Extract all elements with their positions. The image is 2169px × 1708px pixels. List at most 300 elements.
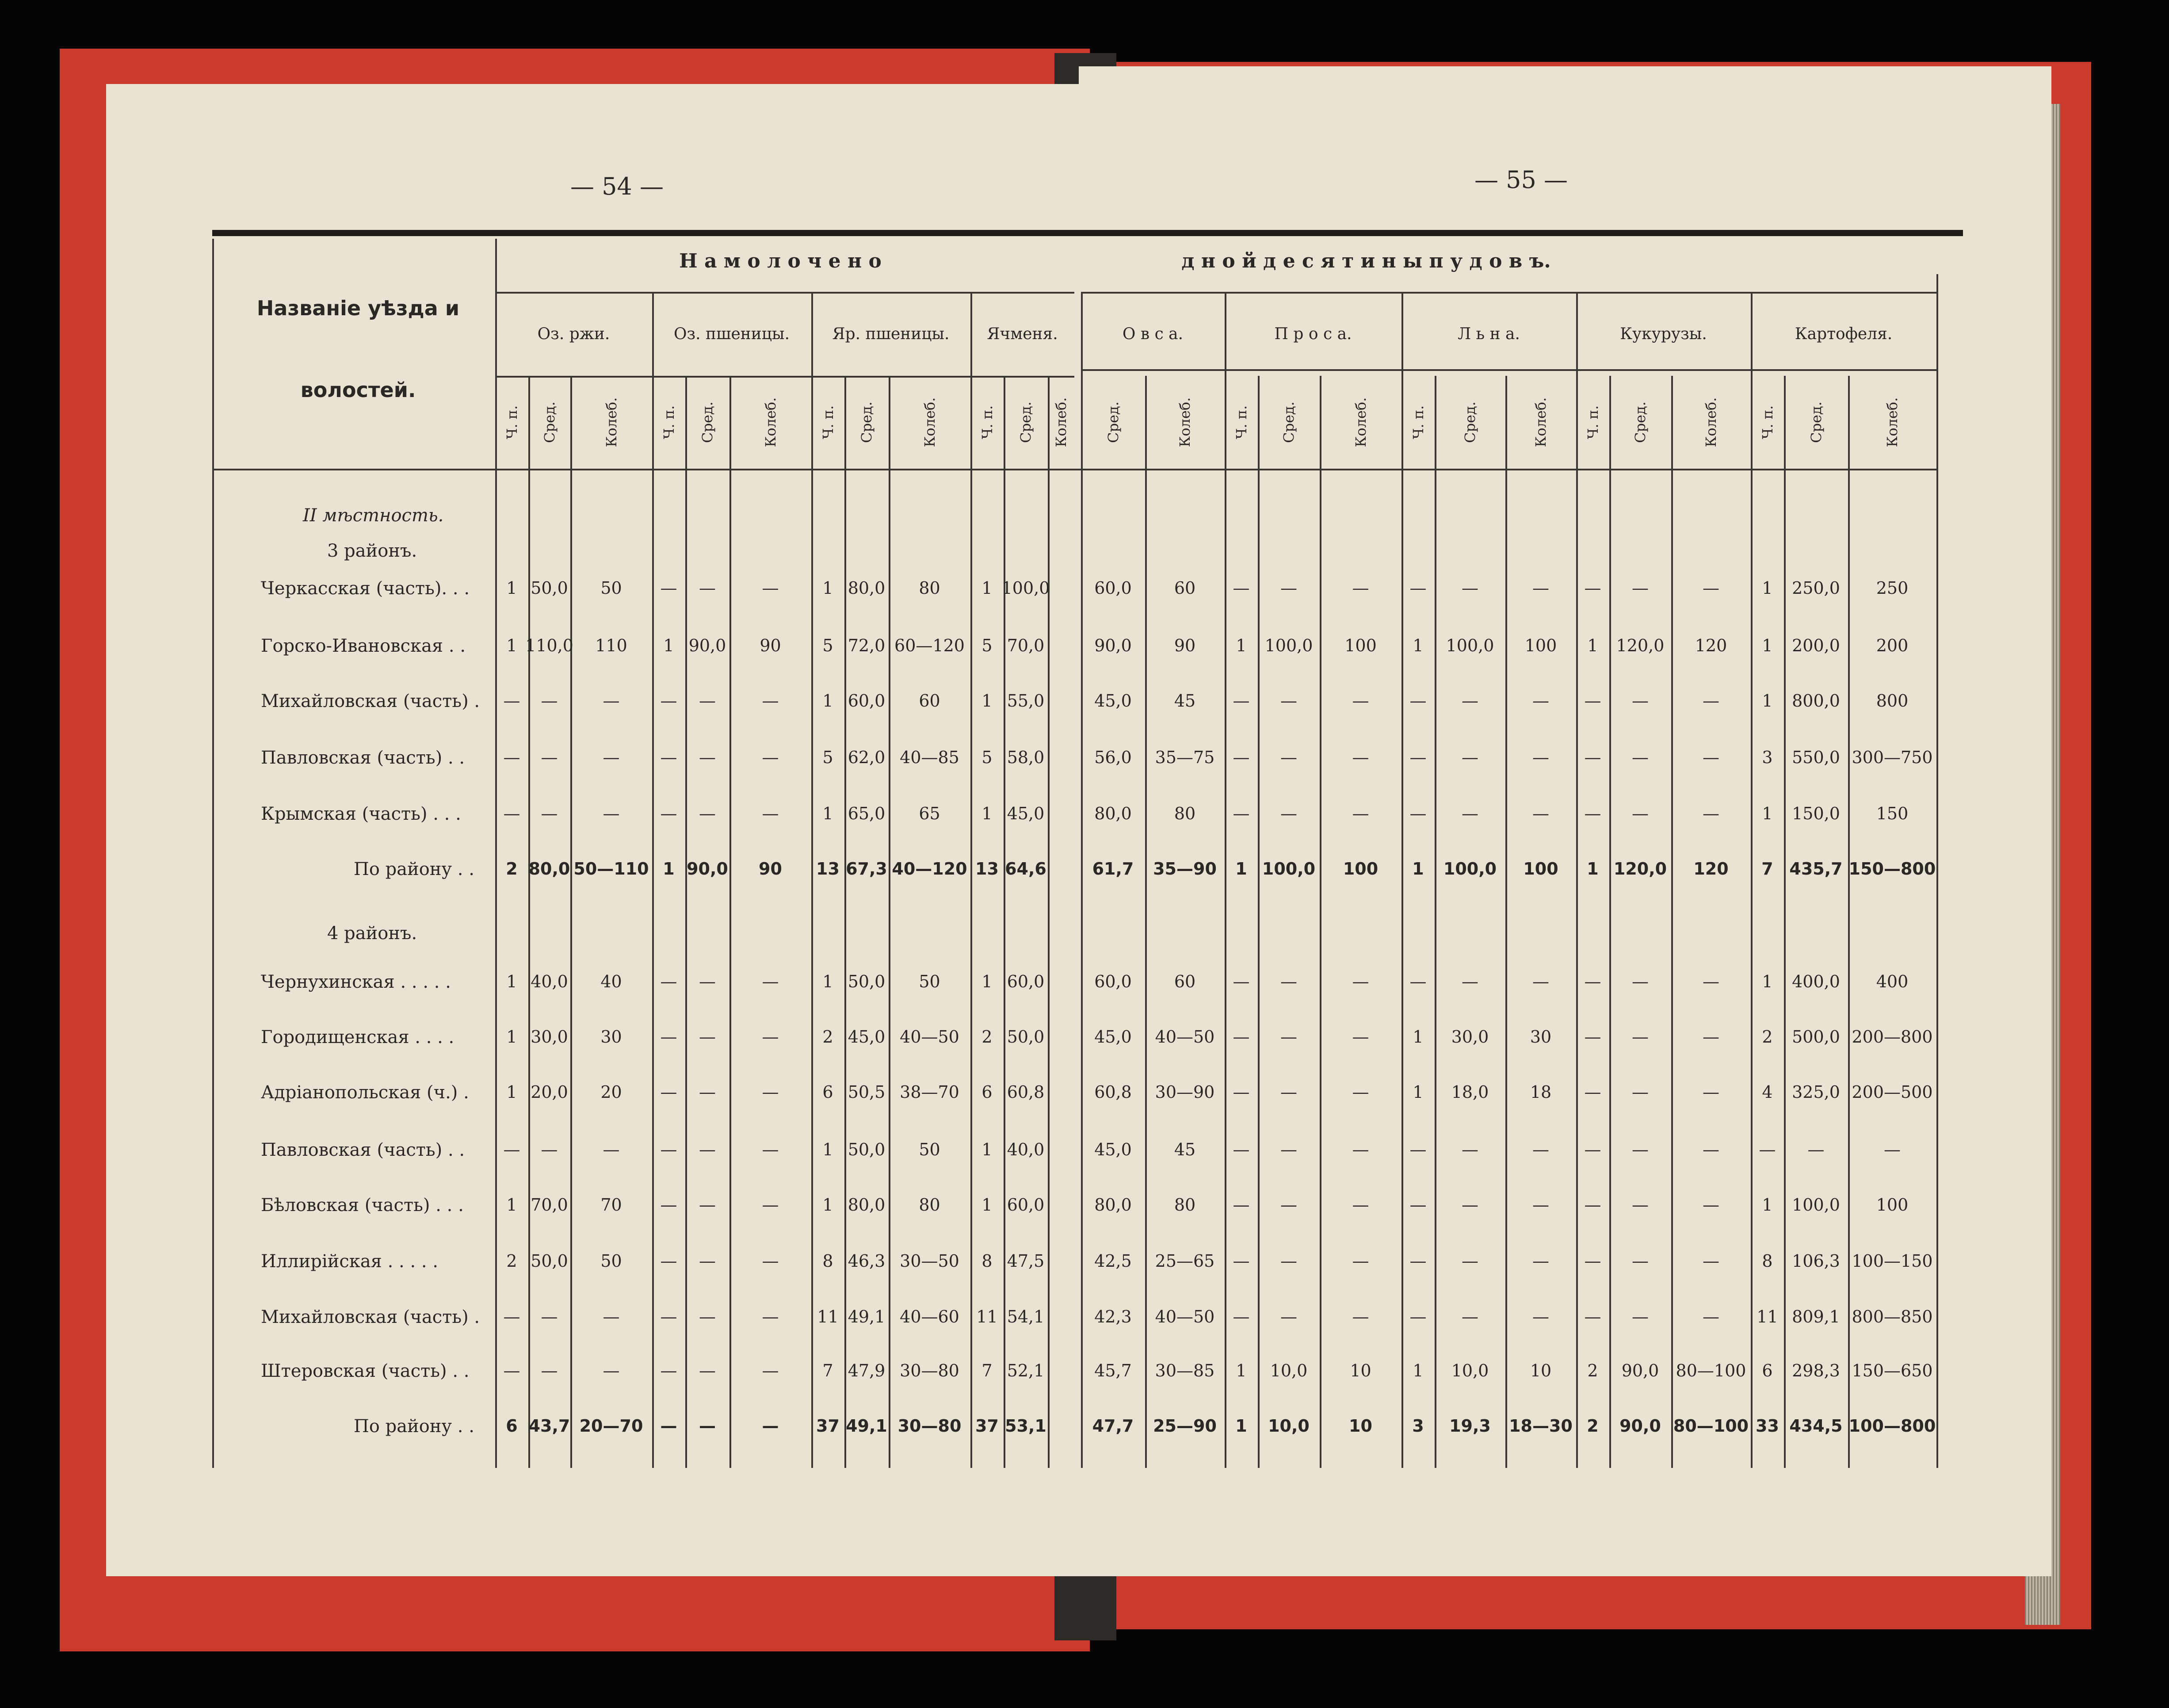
sub-column-header: Сред. [1807,401,1825,443]
table-cell: 400 [1876,972,1909,991]
table-cell: 45,0 [1094,1027,1132,1047]
table-cell: 1 [1413,1082,1424,1102]
table-cell: — [503,1361,520,1380]
table-cell: 1 [1762,1195,1773,1215]
table-cell: 45,0 [1007,804,1045,823]
table-cell: — [660,1307,677,1326]
table-cell: — [1632,1195,1649,1215]
sub-column-divider [844,376,846,1468]
crop-group-divider [1401,292,1403,1468]
table-cell: — [1532,748,1549,767]
table-cell: 90 [759,859,782,879]
table-cell: — [660,972,677,991]
table-cell: 80,0 [1094,804,1132,823]
table-cell: 8 [822,1251,833,1271]
table-cell: 50 [600,1251,622,1271]
table-cell: 550,0 [1792,748,1840,767]
table-cell: — [541,1361,558,1380]
crop-row-rule-left [495,292,1074,294]
table-cell: — [1462,1307,1478,1326]
table-cell: 250,0 [1792,578,1840,598]
sub-column-header: Колеб. [1176,397,1193,447]
district-total-label: По району . . [354,859,474,879]
table-cell: 1 [981,691,993,711]
table-cell: 50,0 [531,578,568,598]
crop-header: П р о с а. [1274,325,1352,343]
table-cell: 60,0 [848,691,886,711]
table-cell: 65,0 [848,804,886,823]
crop-header: Картофеля. [1795,325,1893,343]
table-cell: 1 [506,578,517,598]
header-bottom-rule [212,469,1936,470]
table-cell: 20—70 [579,1416,643,1436]
table-cell: — [1233,578,1250,598]
table-cell: 35—75 [1155,748,1215,767]
table-cell: 200,0 [1792,636,1840,655]
sub-column-header: Колеб. [1703,397,1719,447]
table-cell: 1 [822,804,833,823]
table-cell: 80 [1174,804,1196,823]
table-cell: — [762,1361,779,1380]
table-cell: — [699,1307,716,1326]
table-cell: — [1462,1195,1478,1215]
table-cell: — [762,1195,779,1215]
table-cell: 90,0 [687,859,728,879]
table-cell: 2 [1587,1416,1599,1436]
table-cell: — [541,1140,558,1159]
table-cell: 100 [1876,1195,1909,1215]
table-cell: 90,0 [1619,1416,1661,1436]
volost-name: Черкасская (часть). . . [261,578,470,599]
table-cell: 20,0 [531,1082,568,1102]
table-cell: 40—60 [900,1307,959,1326]
table-cell: 1 [1413,636,1424,655]
table-cell: 4 [1762,1082,1773,1102]
table-cell: 30—80 [897,1416,962,1436]
table-cell: 60,0 [1094,578,1132,598]
table-cell: 6 [981,1082,993,1102]
table-cell: 1 [1236,1361,1247,1380]
table-cell: 80 [919,1195,940,1215]
table-cell: — [503,748,520,767]
sub-column-divider [1671,376,1673,1468]
table-cell: — [762,578,779,598]
sub-column-divider [1848,376,1850,1468]
table-cell: — [1233,1307,1250,1326]
table-cell: 435,7 [1789,859,1843,879]
top-rule [212,230,1963,236]
table-cell: — [699,578,716,598]
table-cell: 50 [919,972,940,991]
table-cell: — [1352,1307,1369,1326]
sub-column-header: Колеб. [921,397,938,447]
table-cell: 100,0 [1792,1195,1840,1215]
volost-name: Иллирійская . . . . . [261,1251,439,1272]
table-cell: 100,0 [1001,578,1050,598]
table-cell: 11 [976,1307,998,1326]
volost-name: Чернухинская . . . . . [261,972,451,992]
table-cell: — [1584,1082,1601,1102]
table-cell: 1 [1762,578,1773,598]
table-cell: 100—150 [1852,1251,1933,1271]
table-cell: 800—850 [1852,1307,1933,1326]
table-cell: — [1409,972,1427,991]
table-cell: — [699,1027,716,1047]
table-cell: 1 [506,636,517,655]
sub-column-header: Колеб. [603,397,620,447]
table-cell: — [603,804,620,823]
table-cell: — [1584,578,1601,598]
table-cell: — [1462,748,1478,767]
table-cell: 18—30 [1509,1416,1573,1436]
table-cell: 7 [981,1361,993,1380]
table-cell: — [1584,691,1601,711]
crop-header: Яр. пшеницы. [832,325,950,343]
section-place: II мѣстность. [303,505,444,526]
table-cell: 80,0 [528,859,570,879]
table-cell: 200 [1876,636,1909,655]
table-cell: 60,0 [1007,1195,1045,1215]
table-cell: — [1233,972,1250,991]
table-cell: 46,3 [848,1251,886,1271]
table-cell: 50 [600,578,622,598]
table-cell: — [1703,1195,1719,1215]
table-cell: — [1532,691,1549,711]
table-cell: — [1632,972,1649,991]
table-cell: 7 [1761,859,1773,879]
sub-column-header: Сред. [1017,401,1034,443]
table-cell: 100,0 [1264,636,1313,655]
table-cell: 120 [1695,636,1727,655]
table-cell: 40—50 [1155,1027,1215,1047]
table-cell: 60,0 [1007,972,1045,991]
table-cell: 40,0 [531,972,568,991]
table-cell: — [1462,972,1478,991]
table-cell: 1 [822,691,833,711]
sub-column-divider [1320,376,1321,1468]
table-cell: — [699,1195,716,1215]
table-cell: 19,3 [1449,1416,1491,1436]
table-cell: — [603,691,620,711]
table-cell: — [1632,804,1649,823]
table-cell: 100—800 [1848,1416,1936,1436]
volost-name: Штеровская (часть) . . [261,1361,470,1381]
table-cell: 49,1 [846,1416,887,1436]
sub-column-header: Колеб. [1053,397,1069,447]
table-cell: 50,0 [848,972,886,991]
table-cell: 90 [760,636,781,655]
table-cell: — [603,1307,620,1326]
table-cell: — [1352,748,1369,767]
table-cell: — [541,691,558,711]
table-cell: — [1632,1251,1649,1271]
table-cell: 18 [1530,1082,1552,1102]
table-cell: 25—90 [1153,1416,1217,1436]
table-cell: — [1409,748,1427,767]
table-cell: 67,3 [846,859,887,879]
page-number-left: — 54 — [570,172,664,200]
table-cell: — [1632,1027,1649,1047]
table-cell: 150,0 [1792,804,1840,823]
table-cell: 1 [1762,804,1773,823]
table-cell: 150—800 [1848,859,1936,879]
table-cell: 72,0 [848,636,886,655]
crop-group-divider [1576,292,1578,1468]
table-cell: 325,0 [1792,1082,1840,1102]
table-cell: — [1584,804,1601,823]
table-cell: 40—50 [1155,1307,1215,1326]
table-cell: — [699,1416,716,1436]
table-cell: 2 [506,859,518,879]
table-cell: — [660,1195,677,1215]
volost-name: Крымская (часть) . . . [261,804,461,824]
table-cell: — [1632,578,1649,598]
table-cell: 10 [1349,1416,1372,1436]
table-cell: 30 [1530,1027,1552,1047]
table-cell: — [1409,691,1427,711]
table-left-border [212,239,214,1468]
table-cell: 13 [975,859,999,879]
crop-header: Л ь н а. [1458,325,1520,343]
volost-name: Бѣловская (часть) . . . [261,1195,464,1215]
table-cell: 100,0 [1446,636,1494,655]
header-main-left: Н а м о л о ч е н о [679,250,882,272]
table-cell: 100 [1523,859,1558,879]
table-cell: 1 [1762,636,1773,655]
table-cell: 10,0 [1268,1416,1310,1436]
table-cell: — [660,1361,677,1380]
volost-name: Городищенская . . . . [261,1027,454,1047]
table-cell: 100,0 [1262,859,1316,879]
table-cell: 1 [1587,859,1599,879]
table-cell: — [1703,1307,1719,1326]
table-cell: 70 [600,1195,622,1215]
table-cell: 45 [1174,1140,1196,1159]
sub-column-header: Колеб. [1352,397,1369,447]
table-cell: 1 [506,1195,517,1215]
table-cell: — [1409,578,1427,598]
table-cell: 55,0 [1007,691,1045,711]
table-cell: 90,0 [1621,1361,1659,1380]
crop-group-divider [970,292,972,1468]
sub-column-divider [685,376,687,1468]
table-cell: 50,0 [1007,1027,1045,1047]
table-cell: — [503,1140,520,1159]
table-cell: — [603,1140,620,1159]
sub-column-divider [1435,376,1436,1468]
table-cell: 1 [822,1195,833,1215]
table-cell: — [762,972,779,991]
table-cell: 42,5 [1094,1251,1132,1271]
crop-header: Оз. ржи. [537,325,610,343]
table-cell: 10,0 [1270,1361,1308,1380]
table-cell: 60,0 [1094,972,1132,991]
table-cell: 1 [506,972,517,991]
table-cell: — [762,748,779,767]
table-cell: — [699,1140,716,1159]
table-cell: 80,0 [848,1195,886,1215]
volost-name: Павловская (часть) . . [261,748,465,768]
table-cell: — [1280,1307,1297,1326]
table-cell: 30—80 [900,1361,959,1380]
table-cell: — [541,1307,558,1326]
table-cell: 100 [1344,636,1377,655]
table-cell: 80—100 [1676,1361,1746,1380]
crop-row-rule-right [1081,292,1936,294]
table-cell: 30—85 [1155,1361,1215,1380]
table-cell: — [660,804,677,823]
table-cell: — [1233,1251,1250,1271]
table-cell: 300—750 [1852,748,1933,767]
table-cell: — [1884,1140,1901,1159]
table-cell: 5 [981,636,993,655]
table-cell: 3 [1762,748,1773,767]
table-cell: 50,0 [531,1251,568,1271]
table-cell: 298,3 [1792,1361,1840,1380]
table-cell: — [660,1140,677,1159]
table-cell: 400,0 [1792,972,1840,991]
table-cell: — [699,972,716,991]
sub-column-header: Сред. [858,401,875,443]
volost-name: Михайловская (часть) . [261,1307,480,1327]
sub-column-divider [1784,376,1786,1468]
table-cell: — [1703,1027,1719,1047]
table-cell: 45,0 [1094,691,1132,711]
table-cell: 60 [919,691,940,711]
sub-column-header: Ч. п. [978,405,996,439]
page-number-right: — 55 — [1474,166,1568,194]
sub-column-header: Сред. [541,401,558,443]
table-right-border [1936,274,1938,1468]
table-cell: 8 [1762,1251,1773,1271]
sub-column-header: Сред. [699,401,716,443]
sub-column-header: Сред. [1632,401,1649,443]
table-cell: 106,3 [1792,1251,1840,1271]
table-cell: 7 [822,1361,833,1380]
table-cell: — [1532,972,1549,991]
table-cell: 10 [1530,1361,1552,1380]
table-cell: — [660,578,677,598]
table-cell: 2 [1762,1027,1773,1047]
table-cell: — [1280,1251,1297,1271]
table-cell: 43,7 [528,1416,570,1436]
table-cell: — [1532,1140,1549,1159]
crop-group-divider [1225,292,1226,1468]
table-cell: — [1703,1251,1719,1271]
crop-header: Ячменя. [987,325,1058,343]
table-cell: 10 [1350,1361,1371,1380]
sub-column-divider [1609,376,1611,1468]
table-cell: 90,0 [688,636,726,655]
table-cell: 1 [1413,1027,1424,1047]
table-cell: 809,1 [1792,1307,1840,1326]
table-cell: — [1532,578,1549,598]
table-cell: — [1807,1140,1825,1159]
table-cell: 38—70 [900,1082,959,1102]
table-cell: — [1352,691,1369,711]
table-cell: 35—90 [1153,859,1217,879]
table-cell: — [1233,1082,1250,1102]
table-cell: 1 [981,1140,993,1159]
name-column-title: Названіе уѣзда и [256,296,460,320]
table-cell: 25—65 [1155,1251,1215,1271]
volost-name: Адріанопольская (ч.) . [261,1082,469,1103]
table-cell: — [1703,691,1719,711]
table-cell: 30—50 [900,1251,959,1271]
table-cell: 1 [822,1140,833,1159]
crop-header: Оз. пшеницы. [673,325,790,343]
table-cell: 30 [600,1027,622,1047]
table-cell: — [699,1251,716,1271]
sub-column-divider [570,376,572,1468]
table-cell: 150 [1876,804,1909,823]
table-cell: 11 [817,1307,839,1326]
table-cell: 1 [663,636,674,655]
table-cell: 1 [506,1027,517,1047]
table-cell: — [1233,748,1250,767]
table-cell: 45,0 [1094,1140,1132,1159]
table-cell: 54,1 [1007,1307,1045,1326]
table-cell: — [1233,1140,1250,1159]
table-cell: 2 [1587,1361,1598,1380]
sub-column-divider [528,376,530,1468]
crop-header: О в с а. [1122,325,1184,343]
table-cell: 250 [1876,578,1909,598]
table-cell: 1 [506,1082,517,1102]
table-cell: 42,3 [1094,1307,1132,1326]
table-cell: 40—85 [900,748,959,767]
table-cell: — [503,1307,520,1326]
sub-column-header: Ч. п. [1584,405,1601,439]
table-cell: 60 [1174,578,1196,598]
table-cell: 1 [1413,1361,1424,1380]
table-cell: — [660,1027,677,1047]
table-cell: 49,1 [848,1307,886,1326]
volost-name: Михайловская (часть) . [261,691,480,711]
table-cell: 45,7 [1094,1361,1132,1380]
table-cell: 50 [919,1140,940,1159]
table-cell: — [1584,1251,1601,1271]
table-cell: — [1632,1082,1649,1102]
table-cell: 30—90 [1155,1082,1215,1102]
table-cell: — [1532,804,1549,823]
table-cell: 100 [1524,636,1557,655]
table-cell: 13 [816,859,840,879]
crop-header: Кукурузы. [1620,325,1707,343]
table-cell: — [762,691,779,711]
table-cell: — [1233,1027,1250,1047]
table-cell: — [1532,1307,1549,1326]
table-cell: 65 [919,804,940,823]
table-cell: 1 [981,1195,993,1215]
table-cell: — [1352,1195,1369,1215]
table-cell: — [1352,804,1369,823]
table-cell: 8 [981,1251,993,1271]
table-cell: — [1532,1195,1549,1215]
table-cell: — [1462,578,1478,598]
sub-row-rule-right [1081,369,1936,371]
table-cell: — [1352,578,1369,598]
table-cell: — [1409,1251,1427,1271]
table-cell: 120,0 [1616,636,1665,655]
table-cell: — [1352,1082,1369,1102]
table-cell: 1 [981,804,993,823]
crop-group-divider [1081,292,1083,1468]
table-cell: 120,0 [1613,859,1667,879]
sub-column-header: Ч. п. [819,405,836,439]
table-cell: — [1703,748,1719,767]
table-cell: 110 [595,636,627,655]
